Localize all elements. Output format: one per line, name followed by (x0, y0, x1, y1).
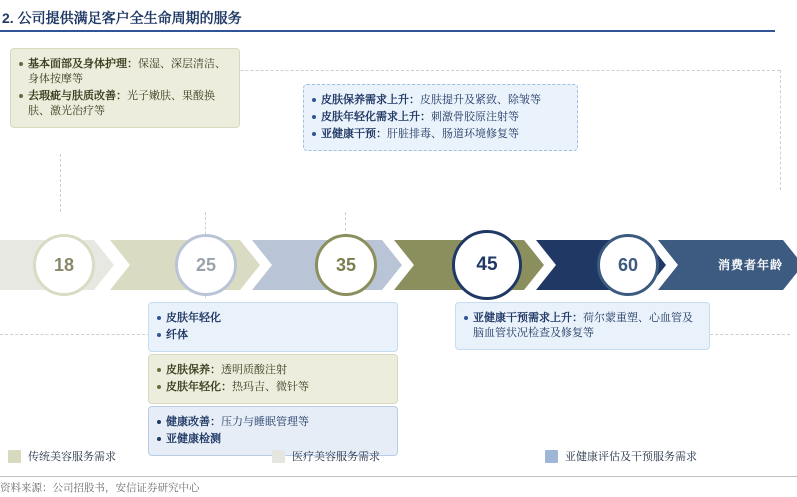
bullet-icon (157, 333, 161, 337)
callout-skin-maintenance (148, 354, 398, 404)
callout-line (19, 57, 231, 87)
callout-line (19, 89, 231, 119)
callout-skin-rejuvenation (148, 302, 398, 352)
timeline-node-label: 60 (617, 254, 639, 275)
bullet-icon (19, 94, 23, 98)
bullet-icon (157, 368, 161, 372)
callout-skin-care-demand (303, 84, 578, 151)
callout-line (312, 110, 569, 125)
bullet-icon (464, 316, 468, 320)
timeline-end-label: 消费者年龄 (718, 258, 784, 272)
callout-text: 亚健康干预需求上升：荷尔蒙重塑、心血管及脑血管状况检查及修复等 (473, 312, 693, 339)
legend-swatch-icon (545, 450, 558, 463)
callout-line (312, 127, 569, 142)
callout-text: 皮肤年轻化需求上升：刺激骨胶原注射等 (321, 111, 519, 123)
callout-line (157, 432, 389, 447)
callout-text: 健康改善：压力与睡眠管理等 (166, 416, 309, 428)
callout-text: 皮肤保养需求上升：皮肤提升及紧致、除皱等 (321, 94, 541, 106)
bullet-icon (157, 316, 161, 320)
timeline-node-label: 35 (335, 254, 357, 275)
legend-label: 亚健康评估及干预服务需求 (565, 451, 697, 463)
timeline-node-45 (452, 230, 522, 300)
legend-label: 传统美容服务需求 (28, 451, 116, 463)
callout-text: 基本面部及身体护理：保湿、深层清洁、身体按摩等 (28, 58, 226, 85)
timeline-node-label: 25 (195, 254, 217, 275)
guide-line-bottom-right (710, 334, 790, 335)
legend-swatch-icon (272, 450, 285, 463)
timeline-node-label: 45 (476, 254, 498, 275)
callout-line (312, 93, 569, 108)
legend-item-traditional (8, 448, 116, 464)
bullet-icon (19, 62, 23, 66)
guide-line-bottom-left (0, 334, 150, 335)
callout-text: 去瑕疵与肤质改善：光子嫩肤、果酸换肤、激光治疗等 (28, 90, 215, 117)
page-title: 2. 公司提供满足客户全生命周期的服务 (2, 10, 242, 26)
bullet-icon (157, 420, 161, 424)
timeline-node-label: 18 (53, 254, 75, 275)
source-note: 资料来源：公司招股书，安信证券研究中心 (0, 476, 797, 495)
callout-line (157, 363, 389, 378)
legend-item-medical (272, 448, 380, 464)
bullet-icon (312, 115, 316, 119)
callout-text: 纤体 (166, 329, 188, 341)
diagram-canvas (0, 34, 797, 464)
guide-line-left-down (60, 154, 61, 212)
timeline-node-60 (597, 234, 659, 296)
timeline-node-35 (315, 234, 377, 296)
timeline-node-25 (175, 234, 237, 296)
callout-text: 亚健康干预：肝脏排毒、肠道环境修复等 (321, 128, 519, 140)
callout-text: 皮肤保养：透明质酸注射 (166, 364, 287, 376)
callout-text: 皮肤年轻化：热玛吉、微针等 (166, 381, 309, 393)
title-divider (0, 30, 775, 32)
timeline-node-18 (33, 234, 95, 296)
callout-line (464, 311, 701, 341)
legend (0, 448, 797, 472)
guide-line-top-right-tick (780, 70, 781, 190)
legend-label: 医疗美容服务需求 (292, 451, 380, 463)
callout-text: 亚健康检测 (166, 433, 221, 445)
legend-item-subhealth (545, 448, 697, 464)
callout-subhealth-intervention (455, 302, 710, 350)
callout-line (157, 328, 389, 343)
callout-line (157, 380, 389, 395)
bullet-icon (157, 437, 161, 441)
callout-basic-care (10, 48, 240, 128)
callout-text: 皮肤年轻化 (166, 312, 221, 324)
bullet-icon (157, 385, 161, 389)
callout-line (157, 415, 389, 430)
legend-swatch-icon (8, 450, 21, 463)
bullet-icon (312, 98, 316, 102)
callout-line (157, 311, 389, 326)
bullet-icon (312, 132, 316, 136)
